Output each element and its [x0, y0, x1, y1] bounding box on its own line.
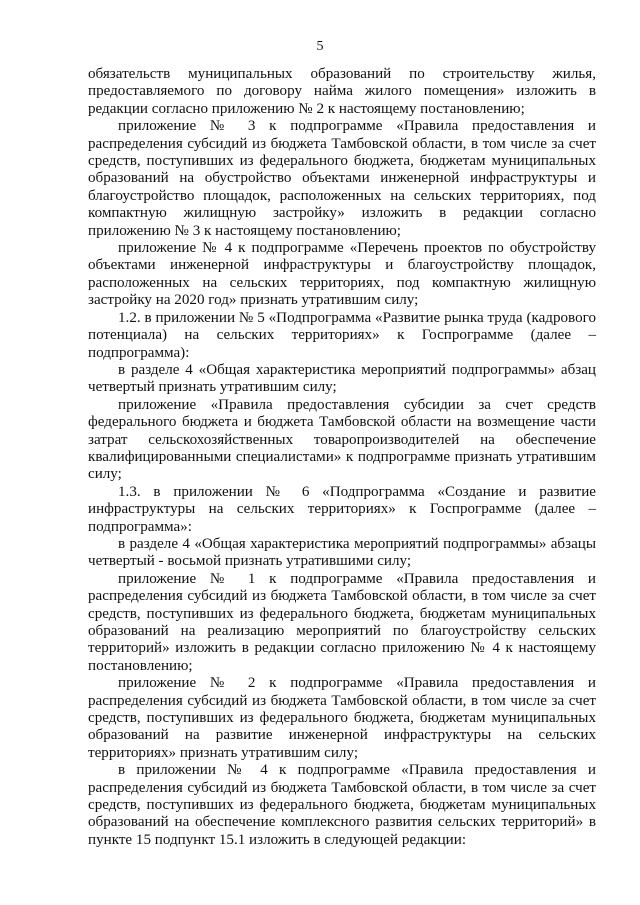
paragraph-appendix-4: приложение № 4 к подпрограмме «Перечень проектов по обустройству объектами инженерной инфраструктуры и благоустройству площадок, расположенных на сельских территориях, под компактную жилищную застройку на 2020 год» признать утратившим силу; — [88, 240, 596, 309]
paragraph-appendix-rules: приложение «Правила предоставления субсидии за счет средств федерального бюджета и бюджета Тамбовской области на возмещение части затрат сельскохозяйственных товаропроизводителей на обеспечение квалифицированными специалистами» к подпрограмме признать утратившим силу; — [88, 396, 596, 483]
paragraph-item-1-2: 1.2. в приложении № 5 «Подпрограмма «Развитие рынка труда (кадрового потенциала) на сельских территориях» к Госпрограмме (далее – подпрограмма): — [88, 309, 596, 361]
paragraph-continuation: обязательств муниципальных образований по строительству жилья, предоставляемого по договору найма жилого помещения» изложить в редакции согласно приложению № 2 к настоящему постановлению; — [88, 66, 596, 117]
paragraph-section-4-paragraphs: в разделе 4 «Общая характеристика мероприятий подпрограммы» абзацы четвертый - восьмой признать утратившими силу; — [88, 535, 596, 570]
paragraph-appendix-2: приложение № 2 к подпрограмме «Правила предоставления и распределения субсидий из бюджета Тамбовской области, в том числе за счет средств, поступивших из федерального бюджета, бюджетам муниципальных образований на развитие инженерной инфраструктуры на сельских территориях» признать утратившим силу; — [88, 675, 596, 761]
paragraph-appendix-3: приложение № 3 к подпрограмме «Правила предоставления и распределения субсидий из бюджета Тамбовской области, в том числе за счет средств, поступивших из федерального бюджета, бюджетам муниципальных образований на обустройство объектами инженерной инфраструктуры и благоустройство площадок, расположенных на сельских территориях, под компактную жилищную застройку» изложить в редакции согласно приложению № 3 к настоящему постановлению; — [88, 118, 596, 239]
paragraph-appendix-1: приложение № 1 к подпрограмме «Правила предоставления и распределения субсидий из бюджета Тамбовской области, в том числе за счет средств, поступивших из федерального бюджета, бюджетам муниципальных образований на реализацию мероприятий по благоустройству сельских территорий» изложить в редакции согласно приложению № 4 к настоящему постановлению; — [88, 570, 596, 674]
document-body — [88, 66, 596, 849]
paragraph-section-4: в разделе 4 «Общая характеристика мероприятий подпрограммы» абзац четвертый признать утратившим силу; — [88, 361, 596, 396]
paragraph-appendix-4-rules: в приложении № 4 к подпрограмме «Правила предоставления и распределения субсидий из бюджета Тамбовской области, в том числе за счет средств, поступивших из федерального бюджета, бюджетам муниципальных образований на обеспечение комплексного развития сельских территорий» в пункте 15 подпункт 15.1 изложить в следующей редакции: — [88, 762, 596, 848]
page-number: 5 — [316, 39, 324, 54]
paragraph-item-1-3: 1.3. в приложении № 6 «Подпрограмма «Создание и развитие инфраструктуры на сельских территориях» к Госпрограмме (далее – подпрограмма»: — [88, 483, 596, 535]
